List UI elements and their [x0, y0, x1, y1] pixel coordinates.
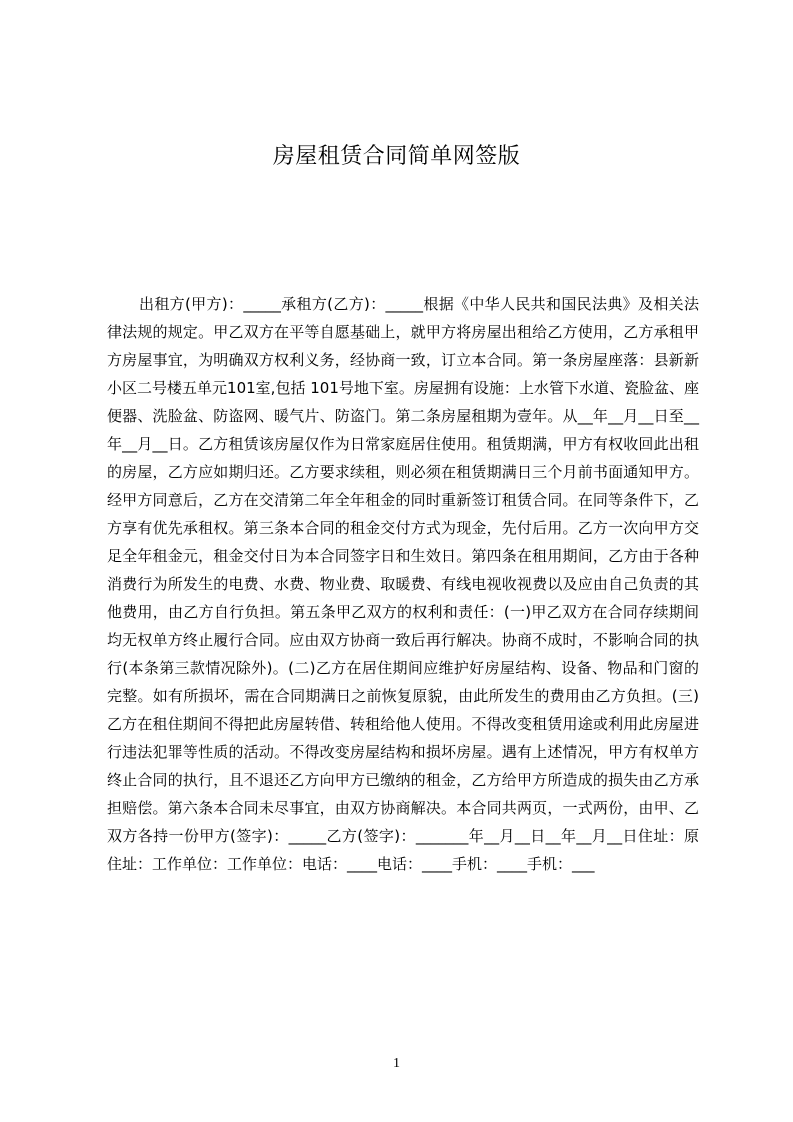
document-title: 房屋租赁合同简单网签版 [272, 144, 521, 169]
page-number: 1 [393, 1056, 400, 1071]
contract-body-paragraph: 出租方(甲方)：_____承租方(乙方)：_____根据《中华人民共和国民法典》及相关法律法规的规定。甲乙双方在平等自愿基础上，就甲方将房屋出租给乙方使用，乙方承租甲方房屋事宜，为明确双方权利义务，经协商一致，订立本合同。第一条房屋座落：县新新小区二号楼五单元101室,包括 101号地下室。房屋拥有设施：上水管下水道、瓷脸盆、座便器、洗脸盆、防盗网、暖气片、防盗门。第二条房屋租期为壹年。从__年__月__日至__年__月__日。乙方租赁该房屋仅作为日常家庭居住使用。租赁期满，甲方有权收回此出租的房屋，乙方应如期归还。乙方要求续租，则必须在租赁期满日三个月前书面通知甲方。经甲方同意后，乙方在交清第二年全年租金的同时重新签订租赁合同。在同等条件下，乙方享有优先承租权。第三条本合同的租金交付方式为现金，先付后用。乙方一次向甲方交足全年租金元，租金交付日为本合同签字日和生效日。第四条在租用期间，乙方由于各种消费行为所发生的电费、水费、物业费、取暖费、有线电视收视费以及应由自己负责的其他费用，由乙方自行负担。第五条甲乙双方的权利和责任：(一)甲乙双方在合同存续期间均无权单方终止履行合同。应由双方协商一致后再行解决。协商不成时，不影响合同的执行(本条第三款情况除外)。(二)乙方在居住期间应维护好房屋结构、设备、物品和门窗的完整。如有所损坏，需在合同期满日之前恢复原貌，由此所发生的费用由乙方负担。(三)乙方在租住期间不得把此房屋转借、转租给他人使用。不得改变租赁用途或利用此房屋进行违法犯罪等性质的活动。不得改变房屋结构和损坏房屋。遇有上述情况，甲方有权单方终止合同的执行，且不退还乙方向甲方已缴纳的租金，乙方给甲方所造成的损失由乙方承担赔偿。第六条本合同未尽事宜，由双方协商解决。本合同共两页，一式两份，由甲、乙双方各持一份甲方(签字)：_____乙方(签字)：_______年__月__日__年__月__日住址：原住址：工作单位：工作单位：电话：____电话：____手机：____手机：___ [107, 295, 699, 873]
